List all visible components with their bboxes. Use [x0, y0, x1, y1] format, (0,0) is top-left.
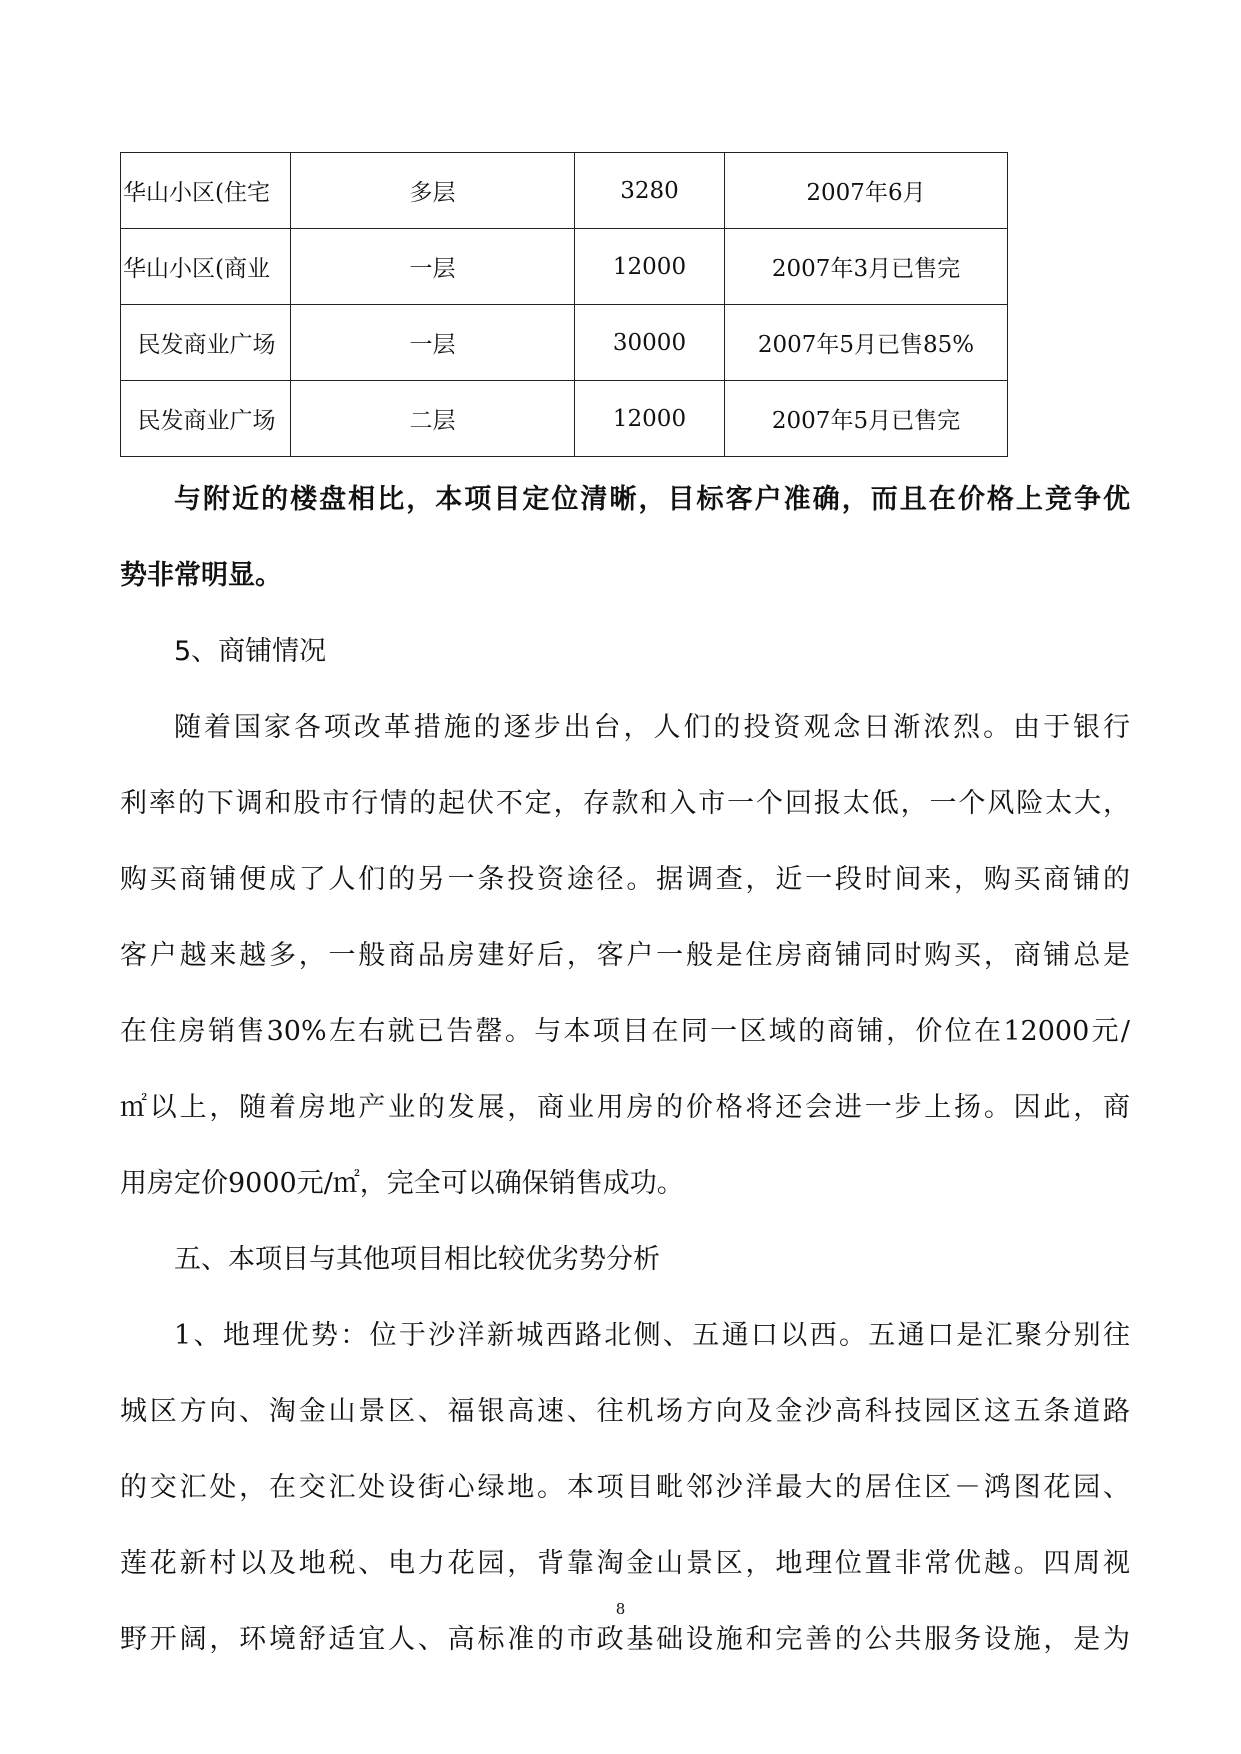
sales-comparison-table [120, 152, 1008, 457]
table-cell-status: 2007年3月已售完 [725, 229, 1008, 305]
text-line: 野开阔，环境舒适宜人、高标准的市政基础设施和完善的公共服务设施，是为 [120, 1624, 1130, 1655]
table-cell-status: 2007年6月 [725, 153, 1008, 229]
text-line: 与附近的楼盘相比，本项目定位清晰，目标客户准确，而且在价格上竞争优 [174, 484, 1130, 515]
section-heading-five [120, 1222, 1130, 1298]
section-heading: 五、本项目与其他项目相比较优劣势分析 [174, 1244, 660, 1275]
table-cell-project: 华山小区(商业 [121, 229, 291, 305]
text-line: 1、地理优势：位于沙洋新城西路北侧、五通口以西。五通口是汇聚分别往 [174, 1320, 1130, 1351]
table-cell-floor-type: 一层 [291, 305, 575, 381]
text-line: 在住房销售30%左右就已告罄。与本项目在同一区域的商铺，价位在12000元/ [120, 1016, 1130, 1047]
table-cell-project: 华山小区(住宅 [121, 153, 291, 229]
table-cell-status: 2007年5月已售完 [725, 381, 1008, 457]
table-cell-status: 2007年5月已售85% [725, 305, 1008, 381]
text-line: 势非常明显。 [120, 560, 282, 591]
section-heading: 5、商铺情况 [174, 636, 327, 667]
table-cell-price: 3280 [575, 153, 725, 229]
text-line: 购买商铺便成了人们的另一条投资途径。据调查，近一段时间来，购买商铺的 [120, 864, 1130, 895]
summary-paragraph [120, 462, 1130, 614]
table-cell-project: 民发商业广场 [121, 381, 291, 457]
text-line: 城区方向、淘金山景区、福银高速、往机场方向及金沙高科技园区这五条道路 [120, 1396, 1130, 1427]
table-row [121, 381, 1008, 457]
text-line: 用房定价9000元/㎡，完全可以确保销售成功。 [120, 1168, 684, 1199]
table-cell-price: 12000 [575, 229, 725, 305]
table-row [121, 153, 1008, 229]
table-cell-floor-type: 一层 [291, 229, 575, 305]
table-cell-floor-type: 二层 [291, 381, 575, 457]
table-row [121, 305, 1008, 381]
text-line: 莲花新村以及地税、电力花园，背靠淘金山景区，地理位置非常优越。四周视 [120, 1548, 1130, 1579]
section-heading-shops [120, 614, 1130, 690]
location-paragraph [120, 1298, 1130, 1678]
page-number: 8 [615, 1600, 626, 1618]
table-cell-project: 民发商业广场 [121, 305, 291, 381]
text-line: 客户越来越多，一般商品房建好后，客户一般是住房商铺同时购买，商铺总是 [120, 940, 1130, 971]
table-cell-floor-type: 多层 [291, 153, 575, 229]
table-cell-price: 30000 [575, 305, 725, 381]
shops-paragraph [120, 690, 1130, 1222]
text-line: 随着国家各项改革措施的逐步出台，人们的投资观念日渐浓烈。由于银行 [174, 712, 1130, 743]
table-row [121, 229, 1008, 305]
text-line: 利率的下调和股市行情的起伏不定，存款和入市一个回报太低，一个风险太大， [120, 788, 1130, 819]
table-cell-price: 12000 [575, 381, 725, 457]
text-line: ㎡以上，随着房地产业的发展，商业用房的价格将还会进一步上扬。因此，商 [120, 1092, 1130, 1123]
text-line: 的交汇处，在交汇处设街心绿地。本项目毗邻沙洋最大的居住区－鸿图花园、 [120, 1472, 1130, 1503]
